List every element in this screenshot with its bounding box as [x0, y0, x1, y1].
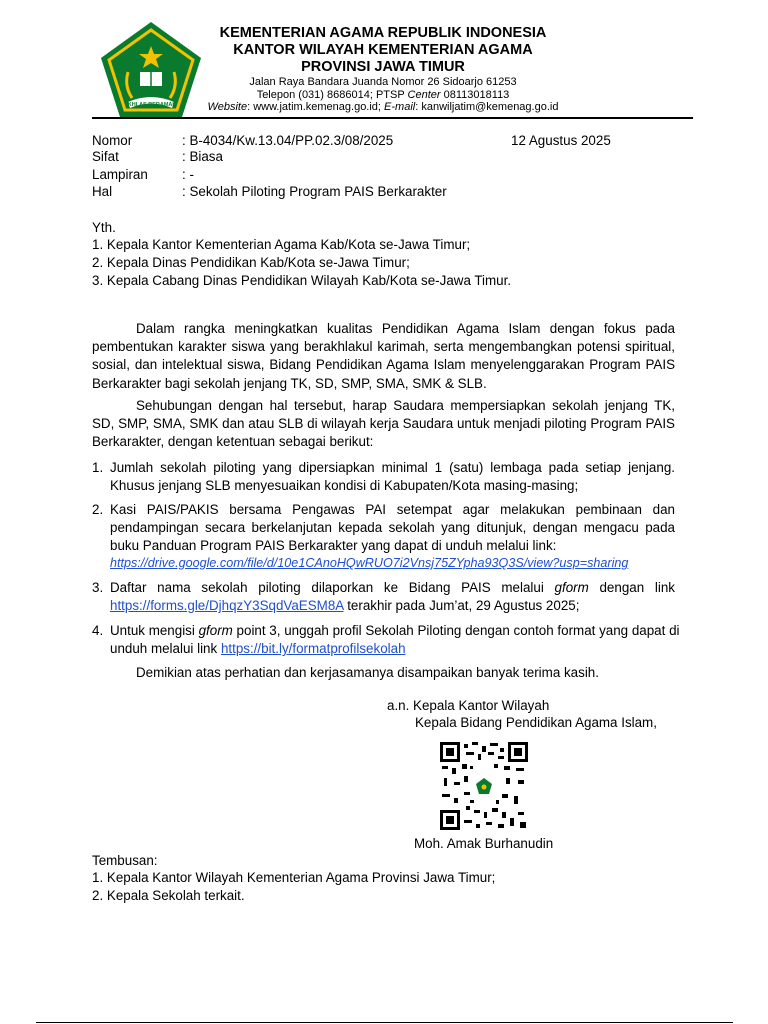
item-number: 4. — [92, 623, 104, 638]
item-1-text: Jumlah sekolah piloting yang dipersiapkan minimal 1 (satu) lembaga pada setiap jenjang. Khusus jenjang SLB menyesuaikan kondisi di Kabupaten/Kota masing-masing; — [110, 460, 675, 494]
page-bottom-line — [36, 1022, 733, 1023]
item-3-gform: gform — [554, 580, 589, 595]
lampiran-value: : - — [182, 167, 194, 182]
signature-line-1: a.n. Kepala Kantor Wilayah — [387, 698, 550, 713]
recipient-item: 1. Kepala Kantor Kementerian Agama Kab/Kota se-Jawa Timur; — [92, 237, 471, 252]
website-label: Website — [207, 101, 248, 113]
item-4-line-2 — [110, 640, 406, 657]
closing-sentence: Demikian atas perhatian dan kerjasamanya disampaikan banyak terima kasih. — [136, 665, 599, 680]
item-4-text-c: unduh melalui link — [110, 641, 218, 656]
item-2-text: Kasi PAIS/PAKIS bersama Pengawas PAI setempat agar melakukan pembinaan dan pendampingan secara berkelanjutan kepada sekolah yang ditunjuk, dengan mengacu pada buku Panduan Program PAIS Berkarakter yang dapat di unduh melalui link: — [110, 502, 675, 554]
item-3-link[interactable]: https://forms.gle/DjhqzY3SqdVaESM8A — [110, 598, 344, 613]
address: Jalan Raya Bandara Juanda Nomor 26 Sidoarjo 61253 — [249, 76, 517, 88]
nomor-value: : B-4034/Kw.13.04/PP.02.3/08/2025 — [182, 133, 394, 148]
sifat-value: : Biasa — [182, 149, 223, 164]
recipient-item: 2. Kepala Dinas Pendidikan Kab/Kota se-Jawa Timur; — [92, 255, 410, 270]
phone-number: 08113018113 — [443, 89, 510, 101]
logo-motto: IKHLAS BERAMAL — [126, 102, 176, 108]
cc-title: Tembusan: — [92, 853, 158, 868]
qr-code-signature — [440, 742, 528, 830]
contact-line — [188, 101, 578, 114]
item-3-text-b: dengan link — [599, 580, 675, 595]
item-3-text-a: Daftar nama sekolah piloting dilaporkan ke Bidang PAIS melalui — [110, 580, 544, 595]
item-4-gform: gform — [198, 623, 233, 638]
header-divider — [92, 117, 693, 119]
item-4-line-1 — [110, 622, 680, 639]
yth: Yth. — [92, 220, 116, 235]
phone-center: Center — [407, 89, 441, 101]
item-number: 1. — [92, 460, 104, 475]
nomor-label: Nomor — [92, 133, 133, 148]
item-4-text-a: Untuk mengisi — [110, 623, 195, 638]
hal-value: : Sekolah Piloting Program PAIS Berkarakter — [182, 184, 447, 199]
office-title: KANTOR WILAYAH KEMENTERIAN AGAMA — [233, 42, 533, 58]
cc-item: 1. Kepala Kantor Wilayah Kementerian Agama Provinsi Jawa Timur; — [92, 870, 496, 885]
hal-label: Hal — [92, 184, 113, 199]
item-3-line-2 — [110, 597, 579, 614]
province-title: PROVINSI JAWA TIMUR — [301, 59, 465, 75]
item-number: 2. — [92, 502, 104, 517]
body-paragraph-2: Sehubungan dengan hal tersebut, harap Saudara mempersiapkan sekolah jenjang TK, SD, SMP, SMA, SMK dan atau SLB di wilayah kerja Saudara untuk menjadi piloting Program PAIS Berkarakter, dengan ketentuan sebagai berikut: — [92, 398, 675, 450]
item-4-text-b: point 3, unggah profil Sekolah Piloting dengan contoh format yang dapat di — [236, 623, 680, 638]
signatory-name: Moh. Amak Burhanudin — [414, 836, 554, 851]
item-number: 3. — [92, 580, 104, 595]
lampiran-label: Lampiran — [92, 167, 148, 182]
recipient-item: 3. Kepala Cabang Dinas Pendidikan Wilayah Kab/Kota se-Jawa Timur. — [92, 273, 512, 288]
item-3-text-c: terakhir pada Jum’at, 29 Agustus 2025; — [343, 598, 580, 613]
website[interactable]: : www.jatim.kemenag.go.id; — [247, 101, 381, 113]
cc-item: 2. Kepala Sekolah terkait. — [92, 888, 245, 903]
item-3-line-1 — [110, 579, 675, 597]
item-4-link[interactable]: https://bit.ly/formatprofilsekolah — [220, 641, 406, 656]
signature-line-2: Kepala Bidang Pendidikan Agama Islam, — [415, 715, 657, 730]
email[interactable]: : kanwiljatim@kemenag.go.id — [415, 101, 559, 113]
phone-text: Telepon (031) 8686014; PTSP — [256, 89, 405, 101]
item-2-link[interactable]: https://drive.google.com/file/d/10e1CAnoHQwRUO7i2Vnsj75ZYpha93Q3S/view?usp=sharing — [110, 556, 629, 570]
letter-date: 12 Agustus 2025 — [511, 133, 611, 148]
body-paragraph-1: Dalam rangka meningkatkan kualitas Pendidikan Agama Islam dengan fokus pada pembentukan karakter siswa yang berakhlakul karimah, serta mengembangkan potensi spiritual, sosial, dan intelektual siswa, Bidang Pendidikan Agama Islam menyelenggarakan Program PAIS Berkarakter bagi sekolah jenjang TK, SD, SMP, SMA, SMK & SLB. — [92, 321, 675, 391]
email-label: E-mail — [384, 101, 416, 113]
sifat-label: Sifat — [92, 149, 119, 164]
ministry-title: KEMENTERIAN AGAMA REPUBLIK INDONESIA — [219, 25, 547, 41]
